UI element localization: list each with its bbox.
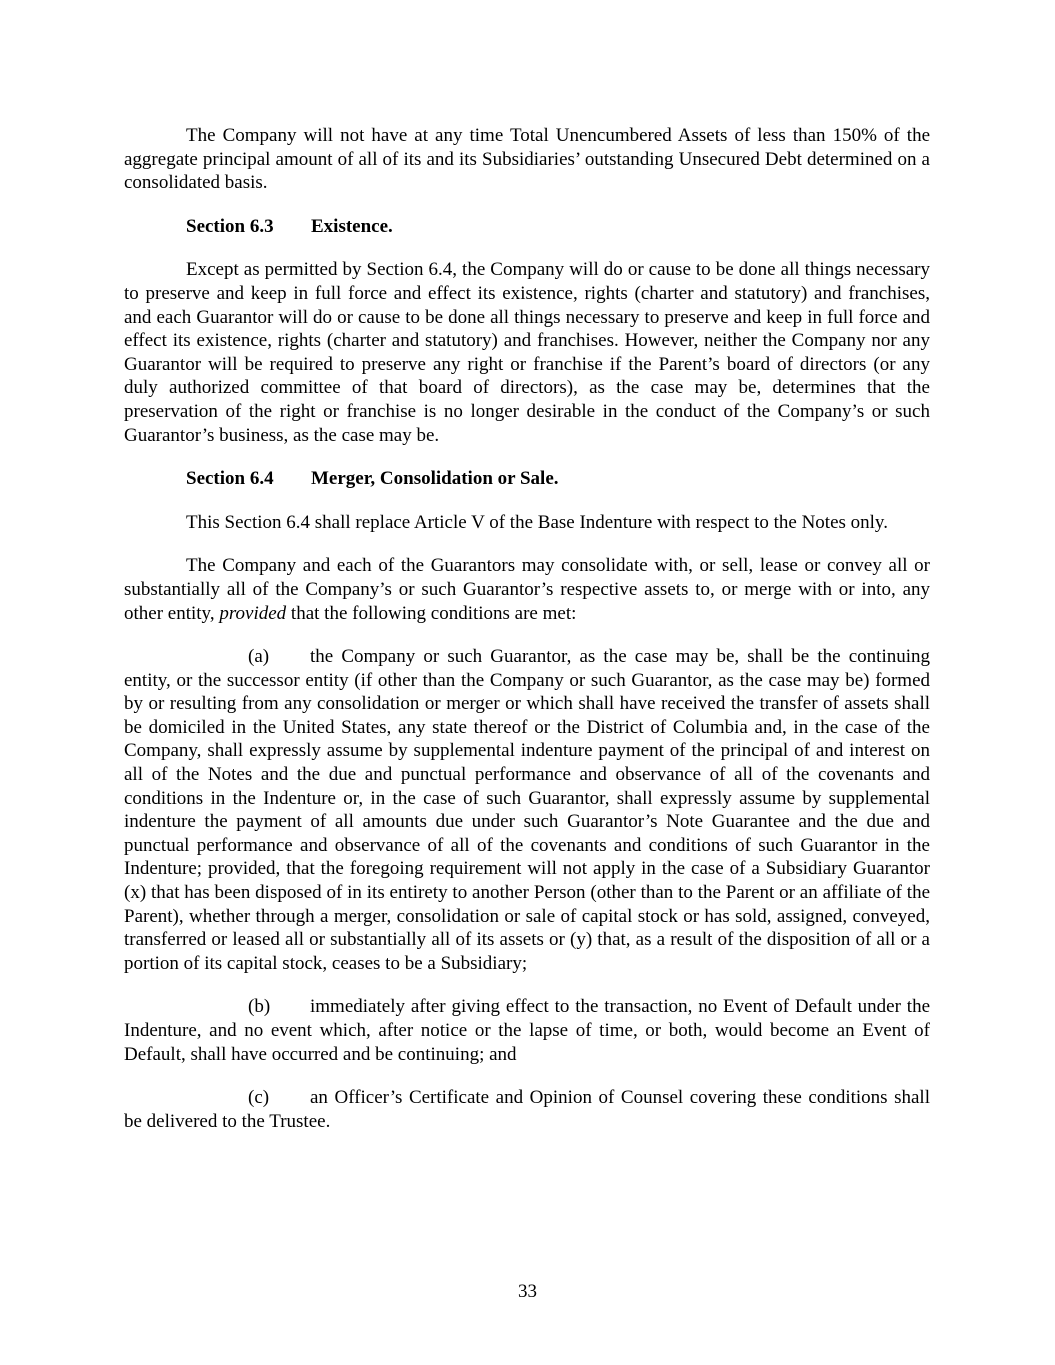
paragraph-text: This Section 6.4 shall replace Article V of the Base Indenture with respect to the Notes only. (186, 511, 888, 533)
paragraph-replace-article (124, 511, 930, 535)
section-title: Existence. (311, 215, 393, 237)
paragraph-text-before: The Company and each of the Guarantors may consolidate with, or sell, lease or convey all or substantially all of the Company’s or such Guarantor’s respective assets to, or merge with or into, any other entity, (124, 555, 930, 624)
item-label: (b) (248, 996, 271, 1018)
section-heading-6-3 (186, 215, 930, 239)
section-title: Merger, Consolidation or Sale. (311, 468, 559, 490)
paragraph-text: Except as permitted by Section 6.4, the Company will do or cause to be done all things necessary to preserve and keep in full force and effect its existence, rights (charter and statutory) and franchises, and each Guarantor will do or cause to be done all things necessary to preserve and keep in full force and effect its existence, rights (charter and statutory) and franchises. However, neither the Company nor any Guarantor will be required to preserve any right or franchise if the Parent’s board of directors (or any duly authorized committee of that board of directors), as the case may be, determines that the preservation of the right or franchise is no longer desirable in the conduct of the Company’s or such Guarantor’s business, as the case may be. (124, 259, 930, 446)
item-text: immediately after giving effect to the transaction, no Event of Default under the Indenture, and no event which, after notice or the lapse of time, or both, would become an Event of Default, shall have occurred and be continuing; and (124, 996, 930, 1065)
item-text: an Officer’s Certificate and Opinion of Counsel covering these conditions shall be delivered to the Trustee. (124, 1087, 930, 1132)
page-number: 33 (518, 1281, 537, 1302)
item-label: (c) (248, 1087, 270, 1109)
paragraph-conditions (124, 554, 930, 625)
paragraph-text: The Company will not have at any time Total Unencumbered Assets of less than 150% of the aggregate principal amount of all of its and its Subsidiaries’ outstanding Unsecured Debt determined on a consolidated basis. (124, 125, 930, 194)
condition-item-b (124, 995, 930, 1066)
paragraph-existence (124, 258, 930, 447)
condition-item-a (124, 645, 930, 975)
paragraph-text-italic: provided (219, 602, 287, 624)
document-page (124, 124, 930, 1153)
section-heading-6-4 (186, 467, 930, 491)
section-number: Section 6.4 (186, 468, 274, 490)
condition-item-c (124, 1086, 930, 1133)
paragraph-unencumbered-assets (124, 124, 930, 195)
section-number: Section 6.3 (186, 215, 274, 237)
item-text: the Company or such Guarantor, as the case may be, shall be the continuing entity, or the successor entity (if other than the Company or such Guarantor, as the case may be) formed by or resulting from any consolidation or merger or which shall have received the transfer of assets shall be domiciled in the United States, any state thereof or the District of Columbia and, in the case of the Company, shall expressly assume by supplemental indenture payment of the principal of and interest on all of the Notes and the due and punctual performance and observance of all of the covenants and conditions in the Indenture or, in the case of such Guarantor, shall expressly assume by supplemental indenture the payment of all amounts due under such Guarantor’s Note Guarantee and the due and punctual performance and observance of all of the covenants and conditions of such Guarantor in the Indenture; provided, that the foregoing requirement will not apply in the case of a Subsidiary Guarantor (x) that has been disposed of in its entirety to another Person (other than to the Parent or an affiliate of the Parent), whether through a merger, consolidation or sale of capital stock or has sold, assigned, conveyed, transferred or leased all or substantially all of its assets or (y) that, as a result of the disposition of all or a portion of its capital stock, ceases to be a Subsidiary; (124, 646, 930, 974)
item-label: (a) (248, 646, 270, 668)
paragraph-text-after: that the following conditions are met: (286, 602, 577, 624)
